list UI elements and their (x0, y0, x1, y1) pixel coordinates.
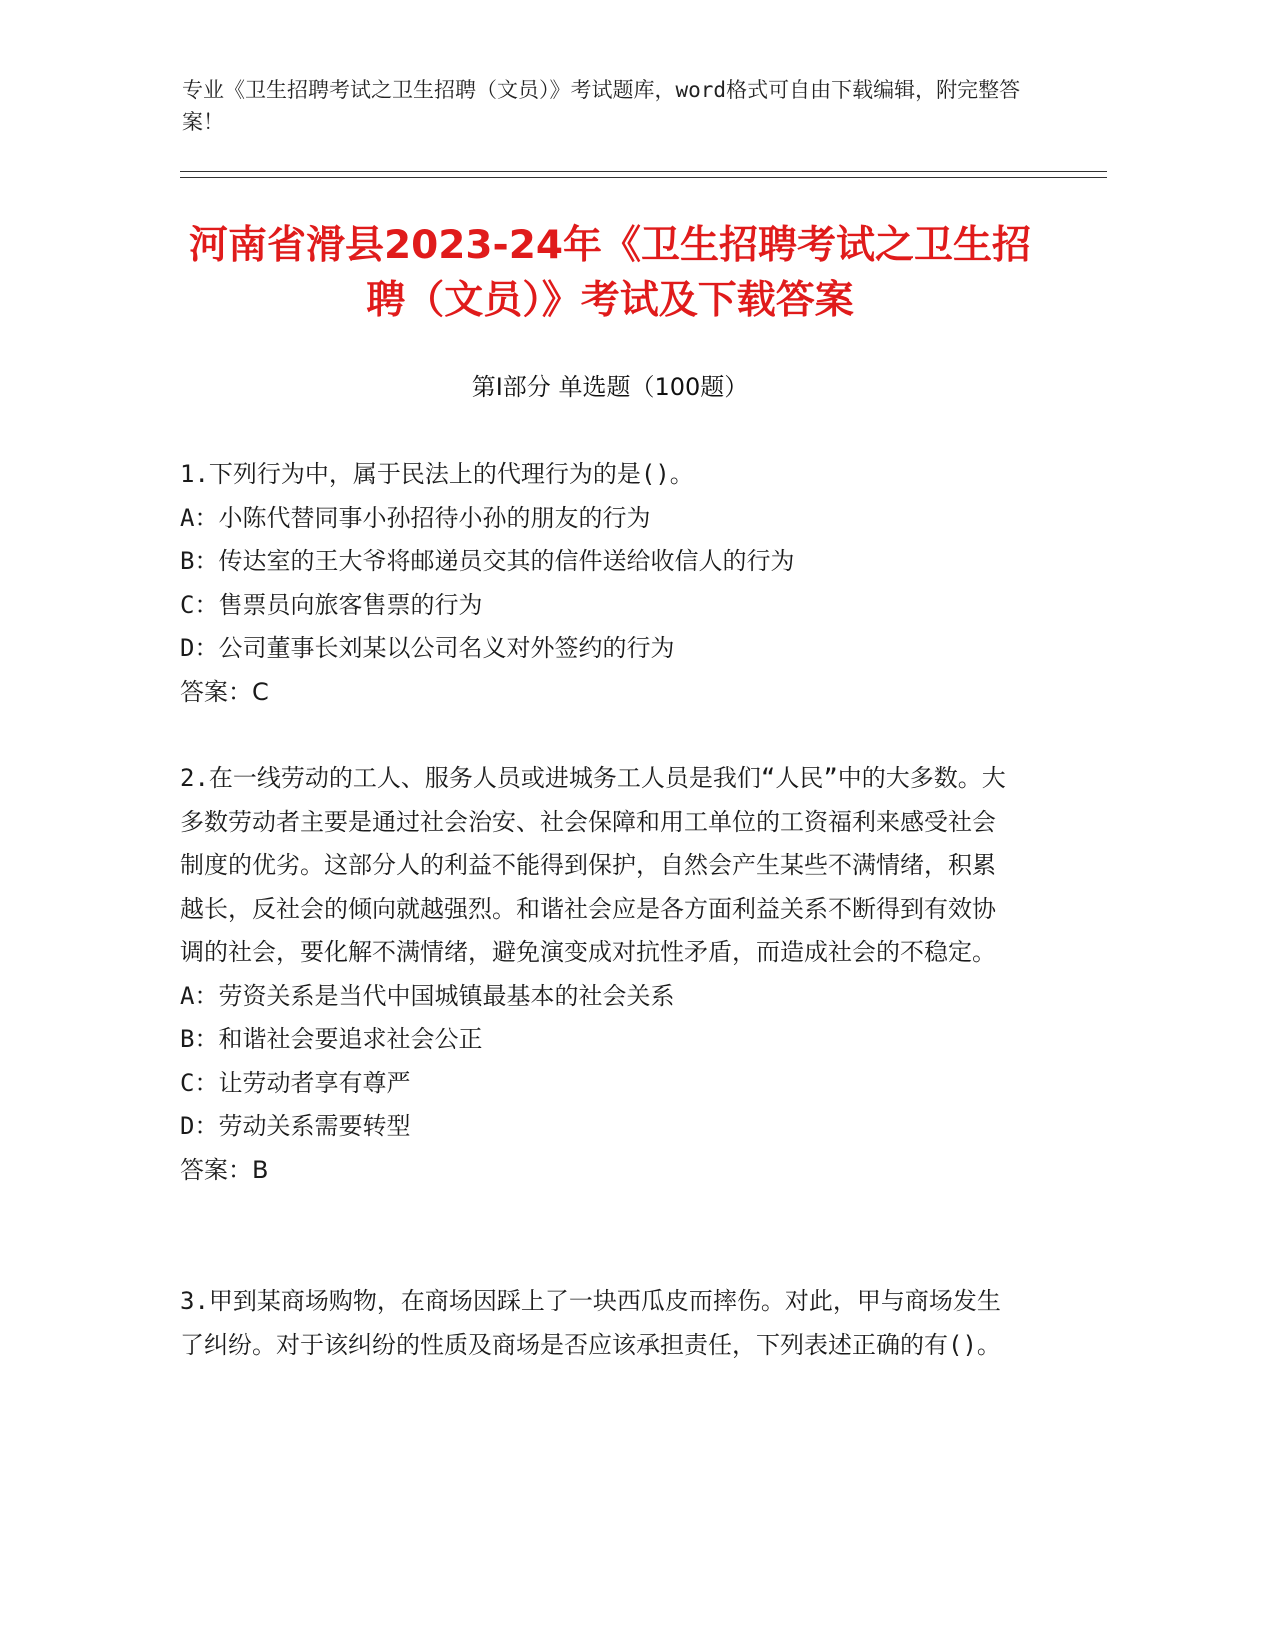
section-heading: 第Ⅰ部分 单选题（100题） (471, 373, 749, 401)
answer-label: 答案：C (180, 677, 269, 706)
option-b: B：传达室的王大爷将邮递员交其的信件送给收信人的行为 (180, 547, 795, 575)
question-stem: 2.在一线劳动的工人、服务人员或进城务工人员是我们“人民”中的大多数。大多数劳动者主要是通过社会治安、社会保障和用工单位的工资福利来感受社会制度的优劣。这部分人的利益不能得到保护，自然会产生某些不满情绪，积累越长，反社会的倾向就越强烈。和谐社会应是各方面利益关系不断得到有效协调的社会，要化解不满情绪，避免演变成对抗性矛盾，而造成社会的不稳定。 (180, 764, 1006, 966)
question-stem: 1.下列行为中，属于民法上的代理行为的是()。 (180, 460, 694, 488)
question-stem: 3.甲到某商场购物，在商场因踩上了一块西瓜皮而摔伤。对此，甲与商场发生了纠纷。对于该纠纷的性质及商场是否应该承担责任，下列表述正确的有()。 (180, 1287, 1001, 1359)
answer-label: 答案：B (180, 1155, 269, 1184)
header-divider-bottom (180, 177, 1107, 178)
option-c: C：让劳动者享有尊严 (180, 1068, 411, 1097)
question-2 (180, 757, 1010, 1192)
header-divider-top (180, 171, 1107, 172)
option-a: A：小陈代替同事小孙招待小孙的朋友的行为 (180, 503, 651, 532)
document-title: 河南省滑县2023-24年《卫生招聘考试之卫生招聘（文员）》考试及下载答案 (188, 223, 1031, 323)
option-d: D：公司董事长刘某以公司名义对外签约的行为 (180, 634, 675, 662)
option-d: D：劳动关系需要转型 (180, 1112, 411, 1140)
option-a: A：劳资关系是当代中国城镇最基本的社会关系 (180, 981, 675, 1010)
header-note: 专业《卫生招聘考试之卫生招聘（文员）》考试题库，word格式可自由下载编辑，附完整答案！ (182, 78, 1021, 134)
question-3 (180, 1280, 1010, 1367)
option-c: C：售票员向旅客售票的行为 (180, 590, 483, 619)
option-b: B：和谐社会要追求社会公正 (180, 1025, 483, 1053)
question-1 (180, 453, 1010, 714)
